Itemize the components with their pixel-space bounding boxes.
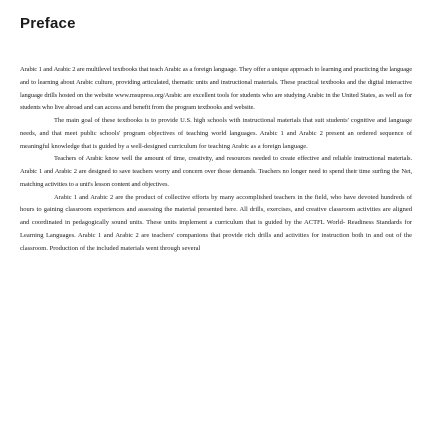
paragraph-collective-efforts: Arabic 1 and Arabic 2 are the product of collective efforts by many accomplished teachers in the field, who have devoted hundreds of hours to gaining classroom experiences and assessing the material presented here. All drills, exercises, and creative classroom activities are aligned and coordinated in pedagogically sound units. These units implement a curriculum that is guided by the ACTFL World- Readiness Standards for Learning Languages. Arabic 1 and Arabic 2 are teachers' companions that provide rich drills and activities for instruction both in and out of the classroom. Production of the included materials went through several	[20, 193, 412, 252]
paragraph-main-goal: The main goal of these textbooks is to provide U.S. high schools with instructional materials that suit students' cognitive and language needs, and that meet public schools' program objectives of teaching world languages. Arabic 1 and Arabic 2 present an ordered sequence of meaningful knowledge that is guided by a well-designed curriculum for teaching Arabic as a foreign language.	[20, 117, 412, 150]
paragraph-teachers: Teachers of Arabic know well the amount of time, creativity, and resources needed to create effective and reliable instructional materials. Arabic 1 and Arabic 2 are designed to save teachers worry and concern over those demands. Teachers no longer need to spend their time surfing the Net, matching activities to a unit's lesson content and objectives.	[20, 155, 412, 188]
preface-body	[20, 64, 412, 255]
page-title: Preface	[20, 15, 76, 32]
paragraph-intro: Arabic 1 and Arabic 2 are multilevel textbooks that teach Arabic as a foreign language. They offer a unique approach to learning and practicing the language and to learning about Arabic culture, providing articulated, thematic units and instructional materials. These practical textbooks and the digital interactive language drills hosted on the website www.msupress.org/Arabic are excellent tools for students who are studying Arabic in the United States, as well as for students who live abroad and can access and benefit from the program textbooks and website.	[20, 66, 412, 112]
